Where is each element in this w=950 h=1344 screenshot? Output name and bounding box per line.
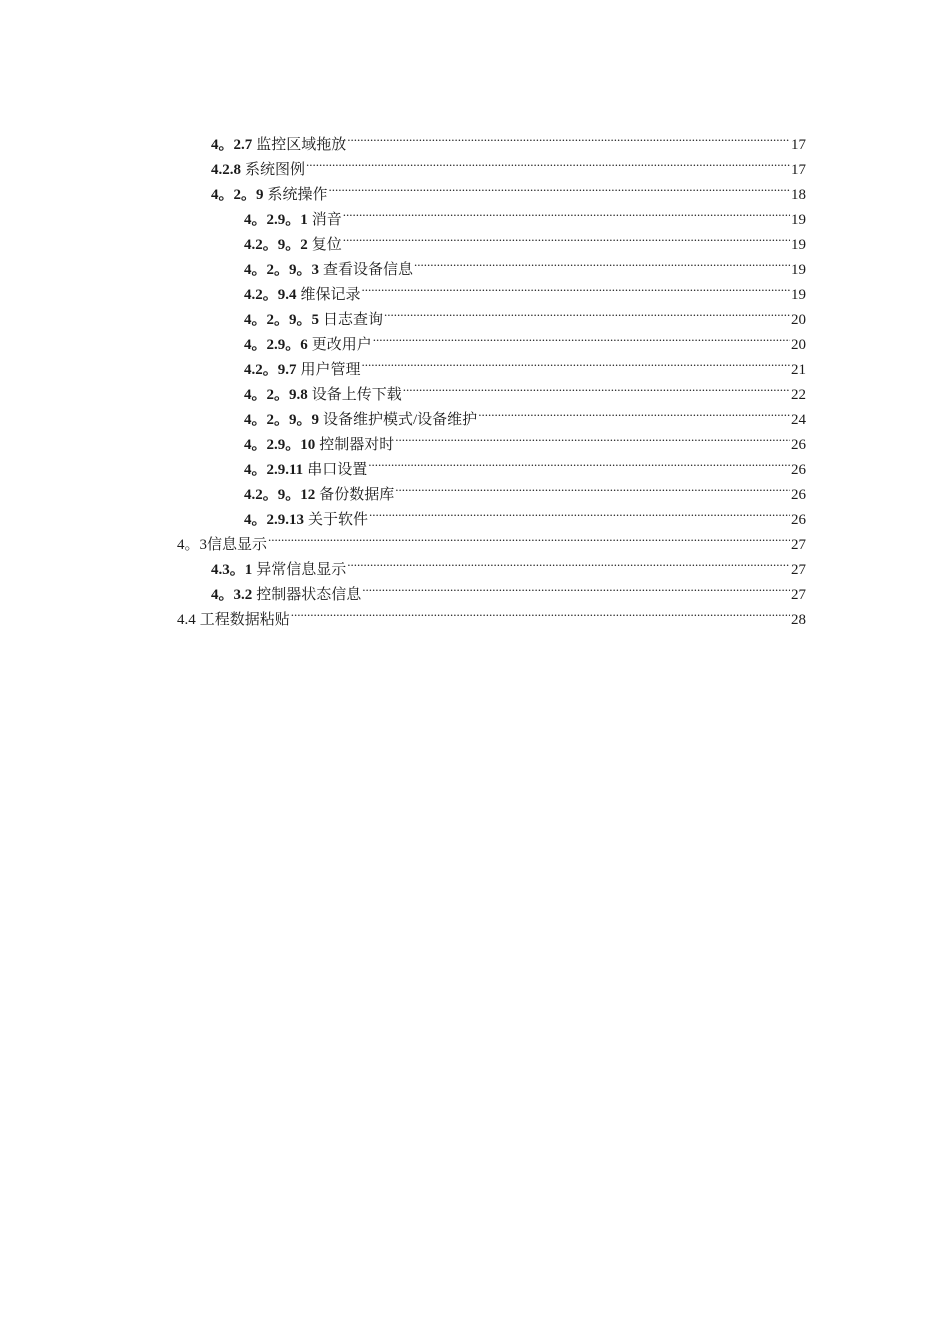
toc-entry[interactable]: [244, 474, 806, 503]
toc-entry-number: 4。2。9。9: [244, 412, 320, 428]
toc-entry[interactable]: [244, 399, 806, 428]
toc-entry-title: 维保记录: [300, 287, 361, 303]
toc-entry-title: 查看设备信息: [323, 262, 414, 278]
toc-entry-title: 更改用户: [311, 337, 372, 353]
toc-dot-leader: [343, 224, 790, 249]
toc-dot-leader: [306, 149, 790, 174]
toc-entry-title: 串口设置: [307, 462, 368, 478]
toc-entry-title: 关于软件: [308, 512, 369, 528]
toc-entry-number: 4.4: [177, 612, 196, 628]
toc-page-number: 26: [791, 487, 806, 503]
toc-entry-number: 4。2。9。5: [244, 312, 320, 328]
toc-entry[interactable]: [211, 549, 806, 578]
toc-dot-leader: [414, 249, 790, 274]
toc-entry[interactable]: [244, 324, 806, 353]
toc-dot-leader: [369, 499, 790, 524]
toc-entry-title: 工程数据粘贴: [199, 612, 290, 628]
toc-entry-title: 设备维护模式/设备维护: [323, 412, 478, 428]
toc-entry-title: 系统操作: [267, 187, 328, 203]
toc-dot-leader: [395, 424, 790, 449]
toc-entry-number: 4.3。1: [211, 562, 253, 578]
toc-dot-leader: [343, 199, 790, 224]
toc-entry-title: 用户管理: [300, 362, 361, 378]
toc-page-number: 22: [791, 387, 806, 403]
toc-entry[interactable]: [244, 249, 806, 278]
toc-entry[interactable]: [244, 499, 806, 528]
toc-entry-number: 4。2.9。6: [244, 337, 308, 353]
toc-page-number: 27: [791, 537, 806, 553]
toc-page-number: 20: [791, 337, 806, 353]
toc-entry[interactable]: [177, 524, 806, 553]
toc-entry-number: 4.2.8: [211, 162, 241, 178]
toc-dot-leader: [329, 174, 790, 199]
toc-entry-number: 4。2.9.13: [244, 512, 305, 528]
toc-entry-title: 控制器状态信息: [256, 587, 362, 603]
toc-dot-leader: [373, 324, 790, 349]
toc-entry[interactable]: [211, 149, 806, 178]
toc-page-number: 21: [791, 362, 806, 378]
toc-page-number: 18: [791, 187, 806, 203]
toc-entry-title: 异常信息显示: [256, 562, 347, 578]
toc-entry-number: 4。2.7: [211, 137, 253, 153]
toc-page-number: 26: [791, 437, 806, 453]
toc-entry-number: 4.2。9.4: [244, 287, 297, 303]
toc-entry-title: 备份数据库: [319, 487, 395, 503]
toc-page-number: 20: [791, 312, 806, 328]
toc-page-number: 19: [791, 212, 806, 228]
toc-entry-number: 4.2。9.7: [244, 362, 297, 378]
toc-entry-title: 设备上传下载: [311, 387, 402, 403]
toc-page-number: 19: [791, 237, 806, 253]
toc-dot-leader: [384, 299, 790, 324]
toc-entry-number: 4。2。9.8: [244, 387, 308, 403]
toc-dot-leader: [362, 274, 790, 299]
toc-dot-leader: [368, 449, 790, 474]
toc-entry-title: 复位: [311, 237, 342, 253]
toc-entry[interactable]: [244, 374, 806, 403]
toc-dot-leader: [478, 399, 790, 424]
toc-entry[interactable]: [177, 599, 806, 628]
toc-page-number: 19: [791, 287, 806, 303]
toc-page-number: 19: [791, 262, 806, 278]
toc-entry-title: 监控区域拖放: [256, 137, 347, 153]
toc-page-number: 27: [791, 562, 806, 578]
toc-dot-leader: [268, 524, 790, 549]
toc-entry-number: 4。2。9。3: [244, 262, 320, 278]
toc-entry[interactable]: [244, 199, 806, 228]
toc-page-number: 26: [791, 462, 806, 478]
toc-page-number: 27: [791, 587, 806, 603]
toc-entry[interactable]: [211, 124, 806, 153]
toc-entry-number: 4。2.9。10: [244, 437, 316, 453]
toc-entry[interactable]: [244, 224, 806, 253]
toc-entry-number: 4。2。9: [211, 187, 264, 203]
toc-dot-leader: [362, 349, 790, 374]
toc-dot-leader: [362, 574, 790, 599]
toc-page-number: 26: [791, 512, 806, 528]
toc-dot-leader: [347, 549, 790, 574]
toc-entry[interactable]: [244, 449, 806, 478]
toc-entry[interactable]: [244, 274, 806, 303]
toc-entry[interactable]: [211, 574, 806, 603]
toc-entry-number: 4.2。9。12: [244, 487, 316, 503]
toc-page-number: 24: [791, 412, 806, 428]
toc-entry-title: 系统图例: [245, 162, 306, 178]
toc-entry[interactable]: [244, 349, 806, 378]
toc-dot-leader: [347, 124, 790, 149]
toc-entry-title: 日志查询: [323, 312, 384, 328]
toc-entry-title: 控制器对时: [319, 437, 395, 453]
toc-dot-leader: [395, 474, 790, 499]
toc-entry-number: 4。2.9.11: [244, 462, 304, 478]
toc-entry-title: 消音: [311, 212, 342, 228]
toc-entry-number: 4。2.9。1: [244, 212, 308, 228]
toc-dot-leader: [403, 374, 790, 399]
toc-entry-number: 4。3: [177, 537, 208, 553]
toc-entry[interactable]: [244, 299, 806, 328]
toc-entry[interactable]: [211, 174, 806, 203]
toc-page-number: 17: [791, 162, 806, 178]
toc-dot-leader: [291, 599, 790, 624]
toc-entry-title: 信息显示: [207, 537, 268, 553]
toc-entry[interactable]: [244, 424, 806, 453]
toc-page-number: 17: [791, 137, 806, 153]
toc-entry-number: 4。3.2: [211, 587, 253, 603]
toc-entry-number: 4.2。9。2: [244, 237, 308, 253]
toc-page-number: 28: [791, 612, 806, 628]
